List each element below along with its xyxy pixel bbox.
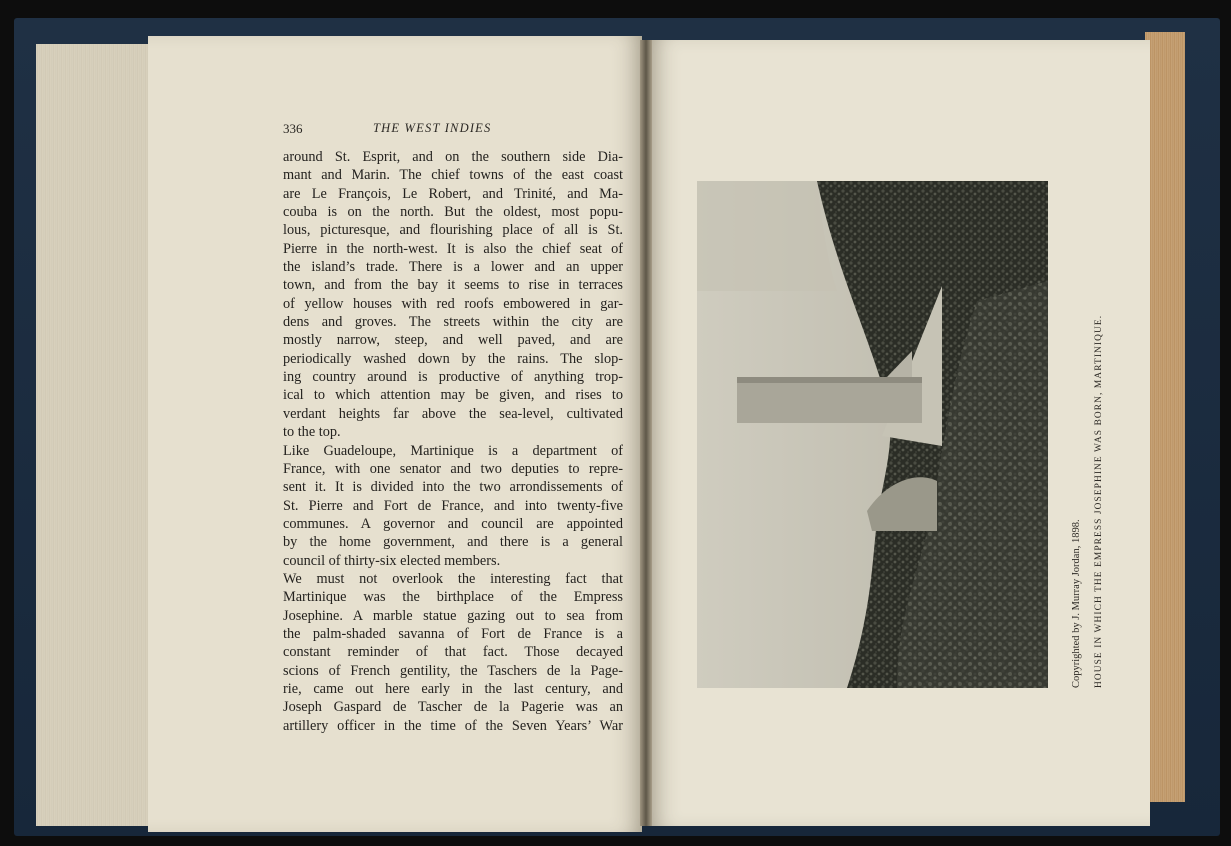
text-line: the island’s trade. There is a lower and an upper xyxy=(283,259,623,276)
book-gutter xyxy=(640,40,652,826)
text-line: the palm-shaded savanna of Fort de France is a xyxy=(283,625,623,642)
text-line: couba is on the north. But the oldest, most popu- xyxy=(283,204,623,221)
plate-credit: Copyrighted by J. Murray Jordan, 1898. xyxy=(1071,519,1082,688)
text-line: Josephine. A marble statue gazing out to sea from xyxy=(283,607,623,624)
text-line: mostly narrow, steep, and well paved, and are xyxy=(283,332,623,349)
text-line: periodically washed down by the rains. The slop- xyxy=(283,350,623,367)
text-line: to the top. xyxy=(283,424,341,441)
plate-caption: HOUSE IN WHICH THE EMPRESS JOSEPHINE WAS BORN, MARTINIQUE. xyxy=(1094,314,1104,688)
page-edges-right xyxy=(1145,32,1185,802)
text-line: council of thirty-six elected members. xyxy=(283,552,501,569)
house-photograph xyxy=(697,181,1048,688)
text-line: communes. A governor and council are appointed xyxy=(283,515,623,532)
text-line: scions of French gentility, the Taschers de la Page- xyxy=(283,662,623,679)
text-line: ical to which attention may be given, and rises to xyxy=(283,387,623,404)
text-line: artillery officer in the time of the Seven Years’ War xyxy=(283,717,623,734)
text-line: St. Pierre and Fort de France, and into twenty-five xyxy=(283,497,623,514)
page-edges-left xyxy=(36,44,154,826)
text-line: Martinique was the birthplace of the Empress xyxy=(283,589,623,606)
text-line: mant and Marin. The chief towns of the east coast xyxy=(283,167,623,184)
text-line: are Le François, Le Robert, and Trinité, and Ma- xyxy=(283,185,623,202)
text-line: Like Guadeloupe, Martinique is a department of xyxy=(283,442,623,459)
running-head xyxy=(283,121,623,143)
running-head-title: THE WEST INDIES xyxy=(373,121,492,135)
text-line: dens and groves. The streets within the city are xyxy=(283,314,623,331)
page-number: 336 xyxy=(283,121,303,136)
plate-caption-area xyxy=(1068,226,1112,688)
text-line: Joseph Gaspard de Tascher de la Pagerie was an xyxy=(283,699,623,716)
text-line: around St. Esprit, and on the southern side Dia- xyxy=(283,149,623,165)
text-line: town, and from the bay it seems to rise in terraces xyxy=(283,277,623,294)
text-line: Pierre in the north-west. It is also the chief seat of xyxy=(283,240,623,257)
body-text xyxy=(283,148,623,735)
text-line: constant reminder of that fact. Those decayed xyxy=(283,644,623,661)
text-line: of yellow houses with red roofs embowered in gar- xyxy=(283,295,623,312)
text-line: sent it. It is divided into the two arrondissements of xyxy=(283,479,623,496)
photograph-plate xyxy=(697,181,1048,688)
text-line: We must not overlook the interesting fact that xyxy=(283,570,623,587)
text-line: lous, picturesque, and flourishing place of all is St. xyxy=(283,222,623,239)
text-line: verdant heights far above the sea-level, cultivated xyxy=(283,405,623,422)
text-line: by the home government, and there is a general xyxy=(283,534,623,551)
text-line: ing country around is productive of anything trop- xyxy=(283,369,623,386)
text-line: France, with one senator and two deputies to repre- xyxy=(283,460,623,477)
text-line: rie, came out here early in the last century, and xyxy=(283,680,623,697)
